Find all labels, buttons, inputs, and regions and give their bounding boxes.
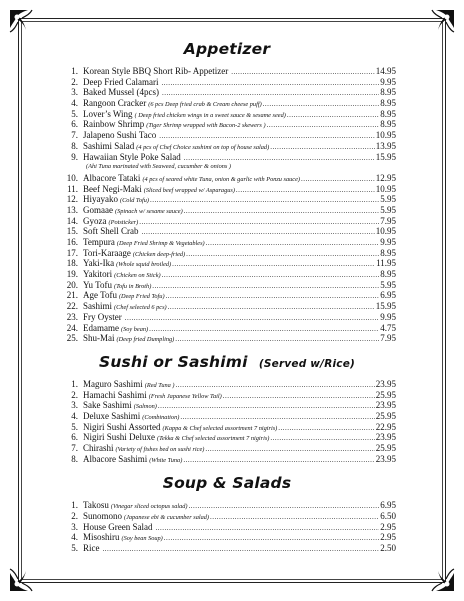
menu-item-description: (Tekka & Chef selected assortment 7 nigiris) <box>157 435 270 443</box>
menu-item-leader-dots <box>263 99 380 110</box>
menu-item-name: Yu Tofu <box>83 279 112 290</box>
menu-item-name: Hawaiian Style Poke Salad <box>83 151 181 162</box>
menu-item-name: Baked Mussel (4pcs) <box>83 87 159 98</box>
menu-item-price: 15.95 <box>375 301 396 312</box>
menu-item-number: 6. <box>71 432 78 443</box>
menu-item-price: 25.95 <box>375 389 396 400</box>
menu-item-description: (Chef selected 6 pcs) <box>114 304 167 312</box>
menu-item-name: Rangoon Cracker <box>83 98 147 109</box>
menu-item-price: 2.95 <box>380 532 396 543</box>
corner-ornament-bottom-right <box>420 557 456 593</box>
menu-item-price: 10.95 <box>375 226 396 237</box>
appetizer-section <box>58 40 396 344</box>
menu-item-name: Hiyayako <box>83 194 118 205</box>
menu-item-leader-dots <box>270 142 375 153</box>
menu-item-price: 8.95 <box>380 119 396 130</box>
menu-item-leader-dots <box>159 131 375 142</box>
menu-item-price: 2.95 <box>380 521 396 532</box>
menu-item-name: Korean Style BBQ Short Rib- Appetizer <box>83 66 229 76</box>
menu-item-price: 9.95 <box>380 76 396 87</box>
menu-item-number: 21. <box>66 290 78 301</box>
menu-content <box>58 40 396 554</box>
menu-item <box>58 98 396 109</box>
menu-item-description: (Spinach w/ sesame sauce) <box>114 207 183 215</box>
menu-item-number: 13. <box>66 204 78 215</box>
menu-item-name: Misoshiru <box>83 532 120 543</box>
sushi-section <box>58 353 396 465</box>
menu-item <box>58 173 396 184</box>
menu-item <box>58 522 396 533</box>
menu-item <box>58 532 396 543</box>
menu-item-description: (Fresh Japanese Yellow Tail) <box>148 392 222 400</box>
menu-item <box>58 432 396 443</box>
menu-item-leader-dots <box>168 302 375 313</box>
menu-item-description: (Deep Fried Tofu) <box>118 293 165 301</box>
menu-item-number: 2. <box>71 511 78 522</box>
menu-item-price: 25.95 <box>375 410 396 421</box>
menu-item-name: Fry Oyster <box>83 311 122 322</box>
menu-item-name: Sashimi <box>83 301 113 312</box>
menu-item <box>58 443 396 454</box>
menu-item <box>58 109 396 120</box>
menu-item-price: 23.95 <box>375 432 396 443</box>
menu-item <box>58 205 396 216</box>
menu-item-number: 4. <box>71 98 78 109</box>
menu-item-price: 23.95 <box>375 400 396 411</box>
menu-item-name: Soft Shell Crab <box>83 226 139 237</box>
menu-item-leader-dots <box>231 67 375 78</box>
menu-item-name: Shu-Mai <box>83 333 115 344</box>
menu-item-number: 1. <box>71 500 78 511</box>
menu-item-number: 1. <box>71 378 78 389</box>
menu-item-name: Tempura <box>83 237 115 247</box>
sushi-heading-subtitle: (Served w/Rice) <box>258 357 356 370</box>
menu-item-price: 23.95 <box>375 378 396 389</box>
menu-item-price: 8.95 <box>380 269 396 280</box>
menu-item-number: 5. <box>71 543 78 554</box>
menu-item-description: (Tofu in Broth) <box>113 282 152 290</box>
menu-item <box>58 422 396 433</box>
menu-item-price: 8.95 <box>380 98 396 109</box>
menu-item-description: (Soy bean) <box>120 325 149 333</box>
menu-item <box>58 312 396 323</box>
menu-item <box>58 77 396 88</box>
menu-item-leader-dots <box>139 217 379 228</box>
menu-item-leader-dots <box>270 433 374 444</box>
menu-item-leader-dots <box>175 380 374 391</box>
menu-item-leader-dots <box>210 512 379 523</box>
menu-item <box>58 454 396 465</box>
menu-item-number: 7. <box>71 443 78 453</box>
menu-item-number: 25. <box>66 333 78 344</box>
menu-item-number: 5. <box>71 421 78 432</box>
menu-item-leader-dots <box>150 195 379 206</box>
menu-item-name: Deluxe Sashimi <box>83 410 141 421</box>
menu-item-description: (Kappa & Chef selected assortment 7 nigiris) <box>162 424 278 432</box>
menu-item-name: Nigiri Sushi Assorted <box>83 421 161 432</box>
menu-item-number: 3. <box>71 87 78 98</box>
menu-item-name: Chirashi <box>83 443 114 453</box>
menu-item-leader-dots <box>166 291 380 302</box>
menu-item-leader-dots <box>180 412 374 423</box>
menu-item-description: (Variety of fishes bed on sushi rice) <box>115 446 205 453</box>
menu-item <box>58 280 396 291</box>
menu-item-price: 12.95 <box>375 172 396 183</box>
menu-item-number: 12. <box>66 194 78 205</box>
menu-item-number: 18. <box>66 258 78 269</box>
menu-item-number: 23. <box>66 311 78 322</box>
menu-item-description: (Combination) <box>142 413 180 421</box>
menu-item-name: Gomaae <box>83 204 113 215</box>
menu-item-description: (Vinegar sliced octopus salad) <box>110 503 188 511</box>
menu-item-leader-dots <box>278 423 375 434</box>
menu-item-description: (Red Tuna ) <box>144 381 175 389</box>
menu-item-name: Sake Sashimi <box>83 400 132 411</box>
menu-item-price: 5.95 <box>380 194 396 205</box>
menu-item-description: (4 pcs of Chef Choice sashimi on top of house salad) <box>136 143 270 151</box>
menu-item <box>58 194 396 205</box>
menu-item-price: 22.95 <box>375 421 396 432</box>
menu-item-leader-dots <box>172 259 375 270</box>
soup-list <box>58 500 396 553</box>
menu-item-leader-dots <box>162 270 380 281</box>
menu-item <box>58 216 396 227</box>
menu-item-leader-dots <box>161 78 379 89</box>
appetizer-list <box>58 66 396 344</box>
menu-item-name: Gyoza <box>83 215 107 226</box>
menu-item <box>58 248 396 259</box>
menu-item-number: 4. <box>71 532 78 543</box>
menu-item-price: 4.75 <box>380 322 396 333</box>
menu-item-name: Nigiri Sushi Deluxe <box>83 432 155 443</box>
menu-item-price: 7.95 <box>380 333 396 344</box>
menu-item-name: Lover’s Wing <box>83 108 133 119</box>
menu-item <box>58 500 396 511</box>
menu-item-price: 6.50 <box>380 511 396 522</box>
sushi-heading-title: Sushi or Sashimi <box>98 352 248 371</box>
menu-item-number: 9. <box>71 151 78 162</box>
menu-item-number: 2. <box>71 76 78 87</box>
sushi-heading <box>58 353 396 371</box>
menu-item <box>58 87 396 98</box>
menu-item-name: Jalapeno Sushi Taco <box>83 130 157 141</box>
menu-item-leader-dots <box>155 523 379 534</box>
menu-item-description: (White Tuna) <box>149 456 183 464</box>
menu-item-price: 10.95 <box>375 130 396 141</box>
menu-item <box>58 290 396 301</box>
menu-item-leader-dots <box>125 313 380 324</box>
menu-item <box>58 184 396 195</box>
menu-item-number: 17. <box>66 247 78 258</box>
sushi-list <box>58 379 396 465</box>
menu-item-leader-dots <box>175 334 379 345</box>
menu-item <box>58 237 396 248</box>
menu-item-number: 10. <box>66 172 78 183</box>
menu-item-price: 9.95 <box>380 237 396 247</box>
menu-item-leader-dots <box>189 501 380 512</box>
menu-item <box>58 301 396 312</box>
corner-ornament-bottom-left <box>8 557 44 593</box>
menu-item-number: 7. <box>71 130 78 141</box>
menu-item-number: 16. <box>66 237 78 247</box>
menu-item-name: Yaki-Ika <box>83 258 115 269</box>
menu-item-price: 6.95 <box>380 500 396 511</box>
corner-ornament-top-right <box>420 8 456 44</box>
corner-ornament-top-left <box>8 8 44 44</box>
menu-item-price: 5.95 <box>380 279 396 290</box>
menu-item-description: (Salmon) <box>133 403 157 411</box>
menu-item-name: Albacore Sashimi <box>83 453 148 464</box>
menu-item-price: 8.95 <box>380 247 396 258</box>
menu-item-name: Yakitori <box>83 269 113 280</box>
menu-item-number: 11. <box>67 183 78 194</box>
menu-item-leader-dots <box>205 444 374 455</box>
menu-item-price: 14.95 <box>375 66 396 76</box>
menu-item-name: Sunomono <box>83 511 123 522</box>
menu-item <box>58 269 396 280</box>
menu-item-name: Takosu <box>83 500 109 511</box>
menu-item-number: 3. <box>71 521 78 532</box>
menu-item-description: (6 pcs Deep fried crab & Cream cheese puff) <box>148 101 262 109</box>
menu-item-leader-dots <box>142 227 375 238</box>
menu-item-description: (Cold Tofu) <box>120 197 149 205</box>
menu-item-name: Tori-Karaage <box>83 247 131 258</box>
menu-item-leader-dots <box>152 281 379 292</box>
menu-item-name: Edamame <box>83 322 119 333</box>
menu-item-price: 11.95 <box>376 258 396 269</box>
menu-item-leader-dots <box>223 391 375 402</box>
menu-item <box>58 66 396 77</box>
menu-item <box>58 119 396 130</box>
menu-item <box>58 130 396 141</box>
menu-item-price: 8.95 <box>380 87 396 98</box>
menu-item-leader-dots <box>236 185 375 196</box>
menu-item <box>58 323 396 334</box>
menu-item-number: 19. <box>66 269 78 280</box>
menu-item-number: 8. <box>71 140 78 151</box>
menu-item-number: 3. <box>71 400 78 411</box>
menu-item-description: (Deep Fried Shrimp & Vegetables) <box>116 240 205 247</box>
menu-item-leader-dots <box>103 544 380 555</box>
menu-item <box>58 543 396 554</box>
menu-item-name: Hamachi Sashimi <box>83 389 147 400</box>
menu-item-description: (Tiger Shrimp wrapped with Bacon-2 skewers ) <box>146 122 266 130</box>
menu-item-number: 8. <box>71 453 78 464</box>
menu-item-description: (Soy bean Soup) <box>121 535 163 543</box>
menu-item-price: 5.95 <box>380 204 396 215</box>
menu-item-number: 14. <box>66 215 78 226</box>
menu-item <box>58 411 396 422</box>
menu-item-note-text: (Ahi Tuna marinated with Seaweed, cucumber & onions ) <box>86 163 231 171</box>
menu-item-number: 15. <box>66 226 78 237</box>
menu-item-leader-dots <box>301 174 375 185</box>
menu-item-price: 9.95 <box>380 311 396 322</box>
menu-item-price: 8.95 <box>380 108 396 119</box>
menu-item-number: 1. <box>71 66 78 76</box>
appetizer-heading: Appetizer <box>183 40 271 58</box>
soup-section <box>58 474 396 553</box>
menu-item-number: 4. <box>71 410 78 421</box>
menu-item <box>58 152 396 163</box>
menu-item-number: 6. <box>71 119 78 130</box>
menu-item-number: 2. <box>71 389 78 400</box>
menu-item-number: 20. <box>66 279 78 290</box>
menu-item-number: 24. <box>66 322 78 333</box>
menu-item <box>58 141 396 152</box>
menu-item-name: Sashimi Salad <box>83 140 135 151</box>
menu-item-leader-dots <box>186 249 379 260</box>
menu-item-price: 6.95 <box>380 290 396 301</box>
menu-item <box>58 258 396 269</box>
menu-item-leader-dots <box>164 533 379 544</box>
menu-item-price: 25.95 <box>375 443 396 453</box>
menu-item-description: (Chicken deep-fried) <box>132 250 186 258</box>
menu-item-number: 5. <box>71 108 78 119</box>
menu-item-description: (Japanese ebi & cucumber salad) <box>124 514 209 522</box>
menu-item-number: 22. <box>66 301 78 312</box>
menu-item-price: 2.50 <box>380 543 396 554</box>
menu-item-name: House Green Salad <box>83 521 153 532</box>
menu-item <box>58 226 396 237</box>
menu-item <box>58 400 396 411</box>
menu-item-name: Beef Negi-Maki <box>83 183 142 194</box>
menu-item-leader-dots <box>287 110 379 121</box>
menu-item-name: Rainbow Shrimp <box>83 119 145 130</box>
menu-item <box>58 333 396 344</box>
menu-item <box>58 511 396 522</box>
menu-item-name: Deep Fried Calamari <box>83 76 159 87</box>
menu-item-leader-dots <box>183 455 374 466</box>
menu-item-leader-dots <box>162 88 379 99</box>
menu-item-leader-dots <box>158 401 375 412</box>
menu-item-price: 7.95 <box>380 215 396 226</box>
menu-item-leader-dots <box>267 120 380 131</box>
menu-item-description: ( Deep fried chicken wings in a sweet sauce & sesame seed) <box>134 111 286 119</box>
menu-item-leader-dots <box>206 238 380 249</box>
menu-item-price: 10.95 <box>375 183 396 194</box>
menu-item-description: (Potsticker) <box>108 218 139 226</box>
menu-item-leader-dots <box>149 324 379 335</box>
menu-item <box>58 379 396 390</box>
menu-item-description: (Chicken on Stick) <box>114 272 161 280</box>
menu-item-name: Age Tofu <box>83 290 117 301</box>
menu-item <box>58 390 396 401</box>
menu-item-description: (Deep fried Dumpling) <box>116 336 175 344</box>
soup-heading: Soup & Salads <box>162 474 292 493</box>
menu-item-description: (4 pcs of seared white Tuna, onion & garlic with Ponzu sauce) <box>142 175 300 183</box>
menu-item-note <box>58 162 396 173</box>
menu-item-name: Rice <box>83 543 100 554</box>
menu-item-description: (Whole squid broiled) <box>116 261 172 269</box>
menu-item-name: Albacore Tataki <box>83 172 141 183</box>
menu-item-price: 15.95 <box>375 151 396 162</box>
menu-item-name: Maguro Sashimi <box>83 378 143 389</box>
menu-item-leader-dots <box>184 206 380 217</box>
menu-item-description: (Sliced beef wrapped w/ Asparagus) <box>143 186 235 194</box>
menu-item-price: 13.95 <box>375 140 396 151</box>
menu-item-price: 23.95 <box>375 453 396 464</box>
